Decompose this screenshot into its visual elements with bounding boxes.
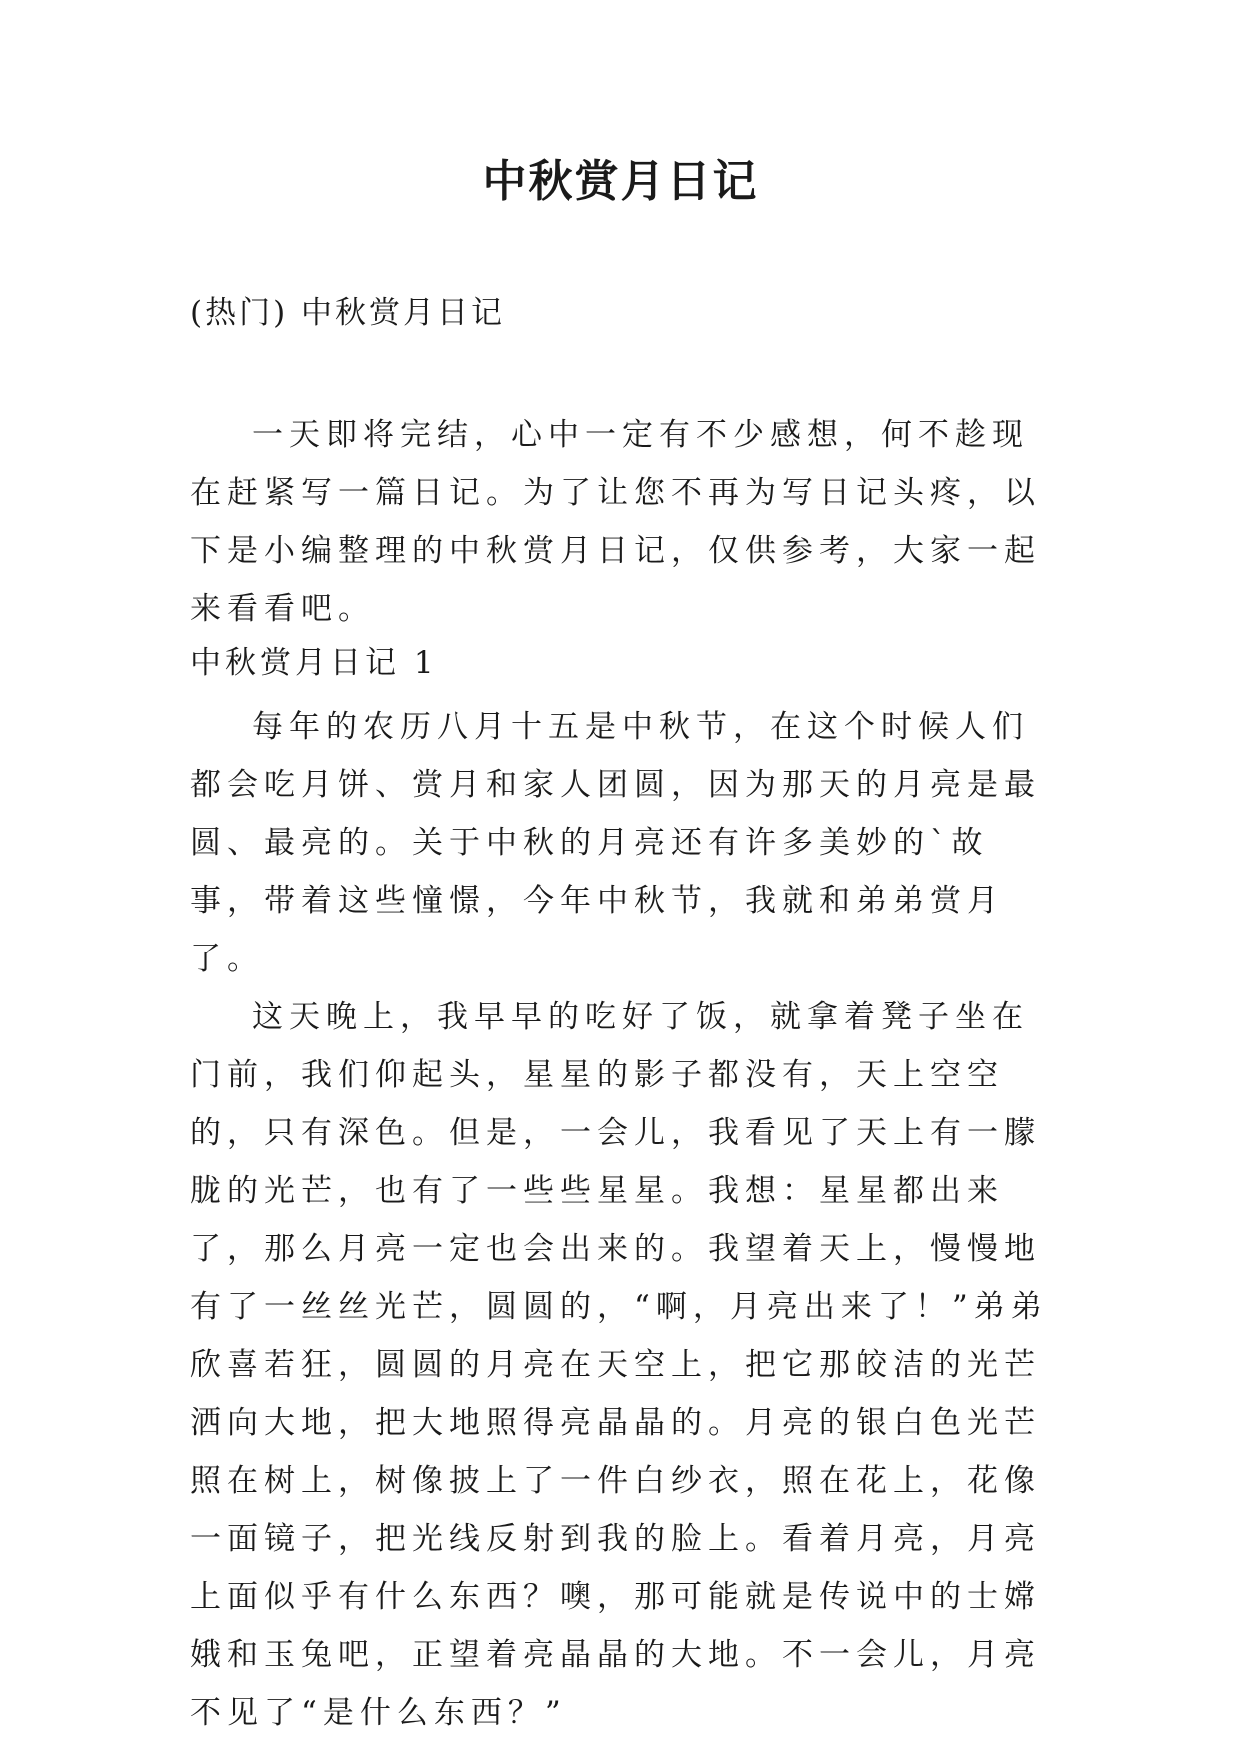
- document-title: 中秋赏月日记: [482, 156, 759, 207]
- document-subtitle: (热门) 中秋赏月日记: [190, 295, 506, 331]
- diary-paragraph-1: 每年的农历八月十五是中秋节，在这个时候人们都会吃月饼、赏月和家人团圆，因为那天的月亮是最圆、最亮的。关于中秋的月亮还有许多美妙的`故事，带着这些憧憬，今年中秋节，我就和弟弟赏月了。: [190, 709, 1041, 977]
- diary-body: [190, 698, 1060, 1742]
- diary-paragraph-2: 这天晚上，我早早的吃好了饭，就拿着凳子坐在门前，我们仰起头，星星的影子都没有，天上空空的，只有深色。但是，一会儿，我看见了天上有一朦胧的光芒，也有了一些些星星。我想：星星都出来了，那么月亮一定也会出来的。我望着天上，慢慢地有了一丝丝光芒，圆圆的，“啊，月亮出来了！”弟弟欣喜若狂，圆圆的月亮在天空上，把它那皎洁的光芒洒向大地，把大地照得亮晶晶的。月亮的银白色光芒照在树上，树像披上了一件白纱衣，照在花上，花像一面镜子，把光线反射到我的脸上。看着月亮，月亮上面似乎有什么东西？噢，那可能就是传说中的士嫦娥和玉兔吧，正望着亮晶晶的大地。不一会儿，月亮不见了“是什么东西？”: [190, 999, 1048, 1731]
- section-heading: 中秋赏月日记 1: [190, 645, 438, 681]
- intro-paragraph: 一天即将完结，心中一定有不少感想，何不趁现在赶紧写一篇日记。为了让您不再为写日记头疼，以下是小编整理的中秋赏月日记，仅供参考，大家一起来看看吧。: [190, 417, 1041, 627]
